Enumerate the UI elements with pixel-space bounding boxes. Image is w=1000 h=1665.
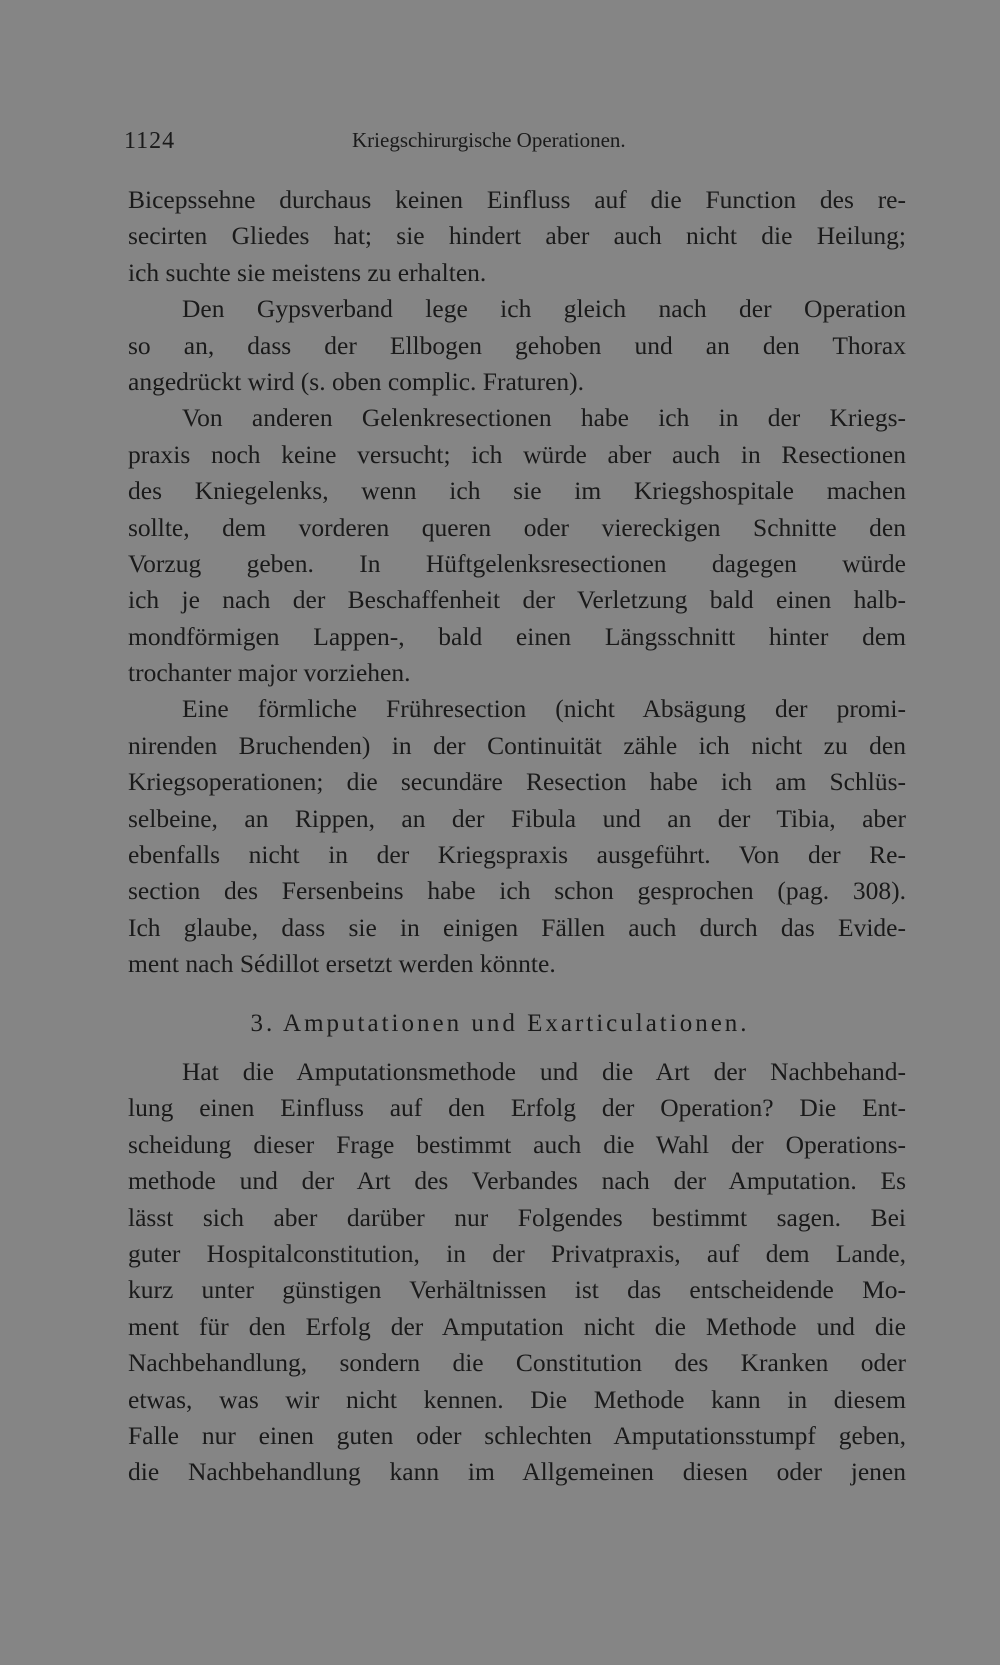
text-line: etwas, was wir nicht kennen. Die Methode kann in diesem xyxy=(128,1384,906,1414)
text-line: Vorzug geben. In Hüftgelenksresectionen dagegen würde xyxy=(128,548,906,578)
text-line: ich suchte sie meistens zu erhalten. xyxy=(128,257,487,287)
text-line: angedrückt wird (s. oben complic. Fraturen). xyxy=(128,366,585,396)
text-line: lung einen Einfluss auf den Erfolg der Operation? Die Ent- xyxy=(128,1093,906,1123)
text-line: sollte, dem vorderen queren oder viereckigen Schnitte den xyxy=(128,512,906,542)
text-line: Kriegsoperationen; die secundäre Resection habe ich am Schlüs- xyxy=(128,767,906,797)
text-line: selbeine, an Rippen, an der Fibula und an der Tibia, aber xyxy=(128,803,906,833)
paragraph-start-line: Von anderen Gelenkresectionen habe ich in der Kriegs- xyxy=(182,403,906,433)
section-heading: 3. Amputationen und Exarticulationen. xyxy=(250,1010,750,1037)
text-line: mondförmigen Lappen-, bald einen Längsschnitt hinter dem xyxy=(128,621,906,651)
text-line: ebenfalls nicht in der Kriegspraxis ausgeführt. Von der Re- xyxy=(128,840,906,870)
text-line: so an, dass der Ellbogen gehoben und an den Thorax xyxy=(128,330,906,360)
text-line: guter Hospitalconstitution, in der Privatpraxis, auf dem Lande, xyxy=(128,1238,906,1268)
text-line: die Nachbehandlung kann im Allgemeinen diesen oder jenen xyxy=(128,1457,906,1487)
text-line: Nachbehandlung, sondern die Constitution des Kranken oder xyxy=(128,1348,906,1378)
page-number: 1124 xyxy=(124,128,176,154)
paragraph-start-line: Eine förmliche Frühresection (nicht Absägung der promi- xyxy=(182,694,906,724)
text-line: ment nach Sédillot ersetzt werden könnte. xyxy=(128,949,556,979)
running-title: Kriegschirurgische Operationen. xyxy=(352,128,626,152)
text-line: ich je nach der Beschaffenheit der Verletzung bald einen halb- xyxy=(128,585,906,615)
paragraph-start-line: Den Gypsverband lege ich gleich nach der Operation xyxy=(182,294,906,324)
text-line: Bicepssehne durchaus keinen Einfluss auf die Function des re- xyxy=(128,185,906,214)
text-line: trochanter major vorziehen. xyxy=(128,658,411,688)
text-line: des Kniegelenks, wenn ich sie im Kriegshospitale machen xyxy=(128,476,906,506)
body-text-block-2 xyxy=(128,1054,906,1491)
text-line: Falle nur einen guten oder schlechten Amputationsstumpf geben, xyxy=(128,1420,906,1450)
text-line: kurz unter günstigen Verhältnissen ist das entscheidende Mo- xyxy=(128,1275,906,1305)
page-header xyxy=(124,128,908,164)
text-line: secirten Gliedes hat; sie hindert aber auch nicht die Heilung; xyxy=(128,221,906,251)
text-line: Ich glaube, dass sie in einigen Fällen auch durch das Evide- xyxy=(128,912,906,942)
text-line: praxis noch keine versucht; ich würde aber auch in Resectionen xyxy=(128,439,906,469)
paragraph-start-line: Hat die Amputationsmethode und die Art der Nachbehand- xyxy=(182,1057,906,1086)
text-line: section des Fersenbeins habe ich schon gesprochen (pag. 308). xyxy=(128,876,906,906)
text-line: scheidung dieser Frage bestimmt auch die Wahl der Operations- xyxy=(128,1129,906,1159)
text-line: nirenden Bruchenden) in der Continuität zähle ich nicht zu den xyxy=(128,730,906,760)
text-line: methode und der Art des Verbandes nach der Amputation. Es xyxy=(128,1166,906,1196)
text-line: ment für den Erfolg der Amputation nicht die Methode und die xyxy=(128,1311,906,1341)
text-line: lässt sich aber darüber nur Folgendes bestimmt sagen. Bei xyxy=(128,1202,906,1232)
body-text-block-1 xyxy=(128,182,906,983)
